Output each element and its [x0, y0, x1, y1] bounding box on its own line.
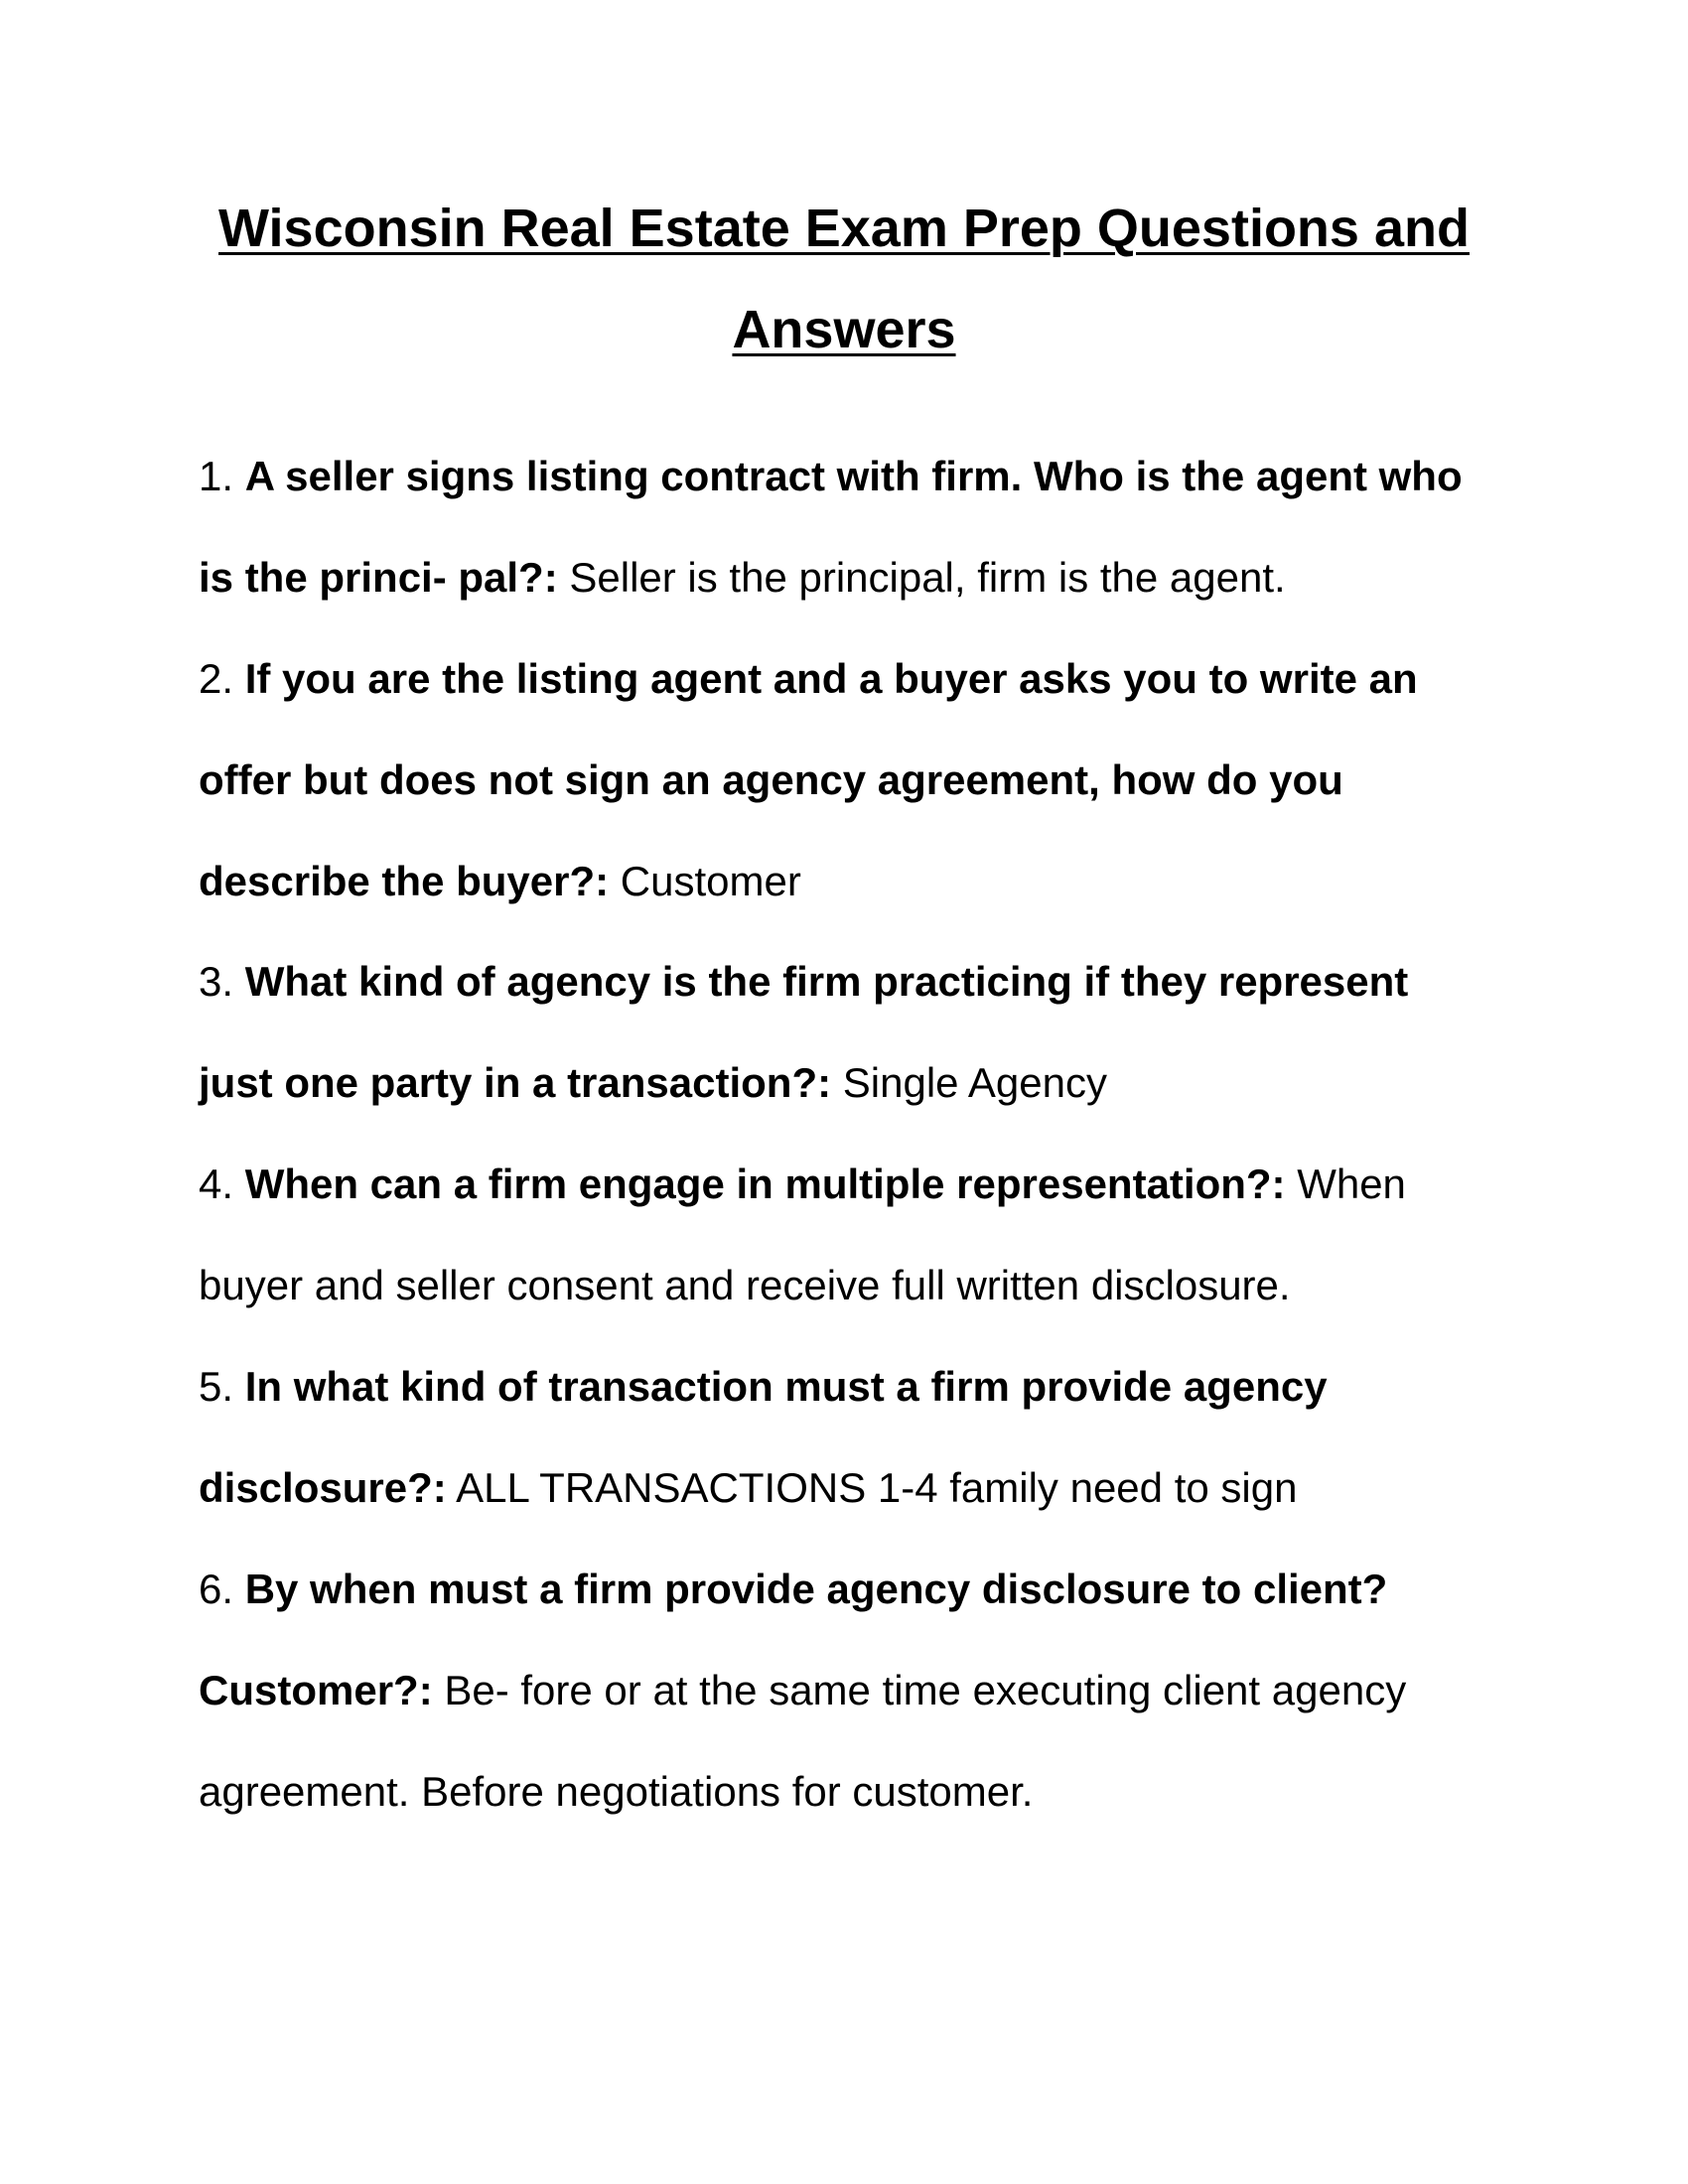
question-text: If you are the listing agent and a buyer asks you to write an offer but does not sign an agency agreement, how do you describe the buyer?: [199, 655, 1418, 904]
answer-text: Single Agency [842, 1059, 1107, 1106]
question-number: 4. [199, 1160, 234, 1207]
question-text: By when must a firm provide agency disclosure to client? Customer?: [199, 1566, 1388, 1713]
question-number: 5. [199, 1363, 234, 1410]
page-title-continued: Answers [732, 300, 956, 359]
question-number: 6. [199, 1566, 234, 1612]
answer-text: Be- fore or at the same time executing client agency agreement. Before negotiations for customer. [199, 1667, 1407, 1815]
question-number: 3. [199, 958, 234, 1005]
question-item-4 [199, 1134, 1489, 1336]
question-number: 1. [199, 453, 234, 499]
question-item-2 [199, 628, 1489, 932]
question-item-3 [199, 931, 1489, 1134]
question-text: A seller signs listing contract with firm. Who is the agent who is the princi- pal?: [199, 453, 1463, 601]
answer-text: Customer [620, 858, 801, 904]
question-item-6 [199, 1539, 1489, 1843]
answer-text: When buyer and seller consent and receive full written disclosure. [199, 1160, 1406, 1308]
question-text: What kind of agency is the firm practicing if they represent just one party in a transaction?: [199, 958, 1409, 1106]
answer-text: Seller is the principal, firm is the agent. [569, 554, 1286, 601]
answer-text: ALL TRANSACTIONS 1-4 family need to sign [456, 1464, 1298, 1511]
question-number: 2. [199, 655, 234, 702]
question-item-5 [199, 1336, 1489, 1539]
page-title: Wisconsin Real Estate Exam Prep Questions and [218, 199, 1470, 258]
question-text: In what kind of transaction must a firm provide agency disclosure?: [199, 1363, 1328, 1511]
question-text: When can a firm engage in multiple representation?: [244, 1160, 1286, 1207]
question-item-1 [199, 426, 1489, 628]
